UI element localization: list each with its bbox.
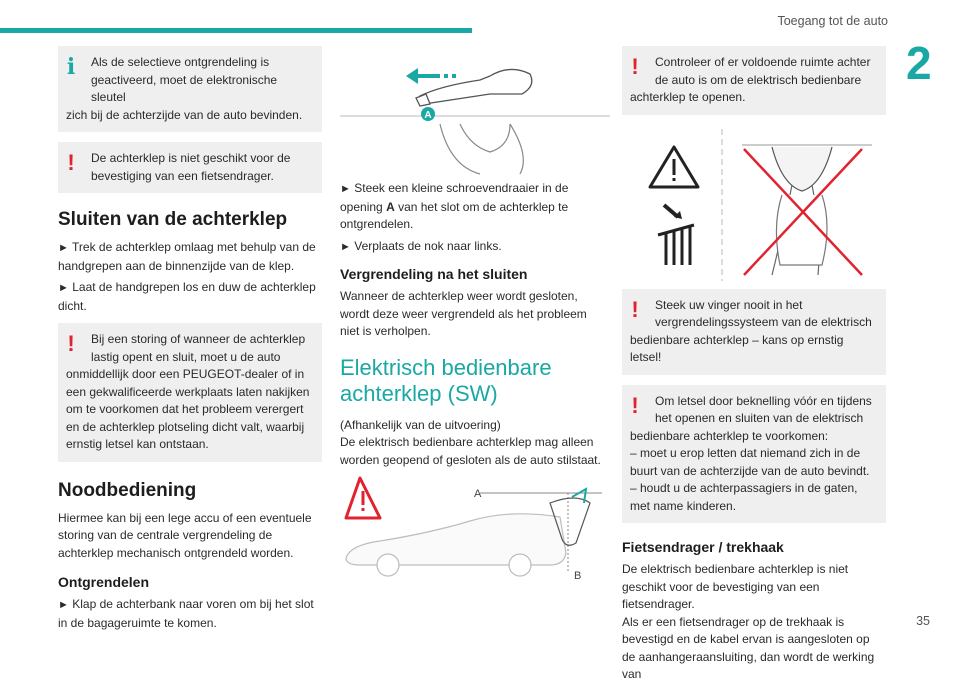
lock-screwdriver-drawing bbox=[340, 46, 610, 176]
warning-note: ! De achterklep is niet geschikt voor de bevestiging van een fietsendrager. bbox=[58, 142, 322, 193]
running-header: Toegang tot de auto bbox=[777, 14, 888, 28]
subheading-unlock: Ontgrendelen bbox=[58, 574, 150, 590]
car-tailgate-illustration bbox=[340, 473, 604, 583]
warning-note: ! Bij een storing of wanneer de achterklep lastig opent en sluit, moet u de auto onmiddellijk door een PEUGEOT-dealer of in een gekwalificeerde werkplaats laten nakijken om te voorkomen dat het probleem verergert en de achterklep plotseling dicht valt, waarbij ernstig letsel kan ontstaan. bbox=[58, 323, 322, 462]
paragraph: (Afhankelijk van de uitvoering) bbox=[340, 417, 501, 432]
subheading-bike-carrier: Fietsendrager / trekhaak bbox=[622, 539, 784, 555]
column-middle bbox=[340, 46, 604, 583]
warning-note: ! Controleer of er voldoende ruimte achter de auto is om de elektrisch bedienbare achterklep te openen. bbox=[622, 46, 886, 115]
car-clearance-drawing bbox=[340, 473, 610, 583]
step-item: ► Laat de handgrepen los en duw de achterklep dicht. bbox=[58, 280, 316, 313]
warning-icon: ! bbox=[67, 150, 75, 175]
warning-icon: ! bbox=[631, 54, 639, 79]
paragraph: Hiermee kan bij een lege accu of een eventuele storing van de centrale vergrendeling de achterklep mechanisch ontgrendeld worden. bbox=[58, 510, 312, 560]
step-item: ► Verplaats de nok naar links. bbox=[340, 238, 502, 253]
callout-label-a: A bbox=[424, 110, 432, 121]
column-right bbox=[622, 46, 886, 688]
subheading-relock: Vergrendeling na het sluiten bbox=[340, 266, 528, 282]
lock-screwdriver-illustration bbox=[340, 46, 604, 176]
section-heading-emergency: Noodbediening bbox=[58, 479, 197, 501]
car-label-a: A bbox=[474, 488, 482, 500]
chapter-number: 2 bbox=[906, 37, 932, 89]
paragraph: Als er een fietsendrager op de trekhaak is bevestigd en de kabel ervan is aangesloten op de aanhangeraansluiting, dan wordt de werking van bbox=[622, 614, 875, 681]
warning-icon: ! bbox=[631, 392, 639, 418]
info-note: i Als de selectieve ontgrendeling is geactiveerd, moet de elektronische sleutel zich bij de achterzijde van de auto bevinden. bbox=[58, 46, 322, 132]
warning-note: ! Steek uw vinger nooit in het vergrendelingssysteem van de elektrisch bedienbare achterklep – kans op ernstig letsel! bbox=[622, 289, 886, 375]
finger-warning-illustration bbox=[622, 125, 886, 285]
section-heading-electric: Elektrisch bedienbare achterklep (SW) bbox=[340, 354, 552, 406]
paragraph: De elektrisch bedienbare achterklep is niet geschikt voor de bevestiging van een fietsendrager. bbox=[622, 562, 849, 611]
car-label-b: B bbox=[574, 570, 582, 582]
warning-icon: ! bbox=[631, 296, 639, 322]
info-icon: i bbox=[66, 54, 76, 80]
paragraph: De elektrisch bedienbare achterklep mag alleen worden geopend of gesloten als de auto stilstaat. bbox=[340, 435, 601, 467]
page-number: 35 bbox=[916, 614, 930, 628]
column-left bbox=[58, 46, 322, 636]
step-item: ► Trek de achterklep omlaag met behulp van de handgrepen aan de binnenzijde van de klep. bbox=[58, 240, 316, 273]
header-accent-bar bbox=[0, 28, 472, 33]
step-item: ► Steek een kleine schroevendraaier in de opening A van het slot om de achterklep te ontgrendelen. bbox=[340, 181, 569, 231]
warning-icon: ! bbox=[67, 331, 75, 356]
paragraph: Wanneer de achterklep weer wordt gesloten, wordt deze weer vergrendeld als het probleem niet is verholpen. bbox=[340, 289, 587, 338]
section-heading-close: Sluiten van de achterklep bbox=[58, 209, 288, 230]
finger-lock-drawing bbox=[622, 125, 886, 285]
warning-note: ! Om letsel door beknelling vóór en tijdens het openen en sluiten van de elektrisch bedienbare achterklep te voorkomen: – moet u erop letten dat niemand zich in de buurt van de achterzijde van de auto bevindt. – houdt u de achterpassagiers in de gaten, met name kinderen. bbox=[622, 385, 886, 524]
step-item: ► Klap de achterbank naar voren om bij het slot in de bagageruimte te komen. bbox=[58, 597, 314, 630]
